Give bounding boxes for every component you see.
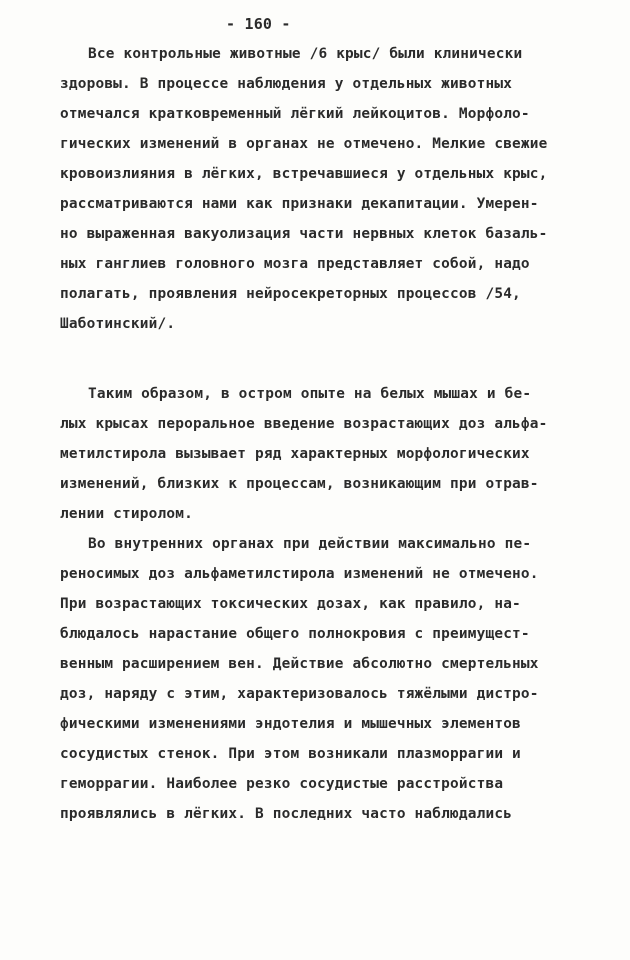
text-line: лых крысах пероральное введение возрастающих доз альфа-: [60, 416, 548, 432]
text-line: проявлялись в лёгких. В последних часто наблюдались: [60, 806, 513, 822]
text-line: ных ганглиев головного мозга представляет собой, надо: [60, 256, 530, 272]
text-line: изменений, близких к процессам, возникающим при отрав-: [60, 476, 539, 492]
text-line: доз, наряду с этим, характеризовалось тяжёлыми дистро-: [60, 686, 539, 702]
text-line: рассматриваются нами как признаки декапитации. Умерен-: [60, 196, 539, 212]
text-line: Таким образом, в остром опыте на белых мышах и бе-: [88, 386, 532, 402]
text-line: Во внутренних органах при действии максимально пе-: [88, 536, 532, 552]
text-line: метилстирола вызывает ряд характерных морфологических: [60, 446, 530, 462]
text-line: сосудистых стенок. При этом возникали плазморрагии и: [60, 746, 521, 762]
text-line: кровоизлияния в лёгких, встречавшиеся у отдельных крыс,: [60, 166, 548, 182]
text-line: венным расширением вен. Действие абсолютно смертельных: [60, 656, 539, 672]
text-line: блюдалось нарастание общего полнокровия с преимущест-: [60, 626, 530, 642]
page-number: - 160 -: [226, 15, 291, 33]
text-line: фическими изменениями эндотелия и мышечных элементов: [60, 716, 521, 732]
text-line: При возрастающих токсических дозах, как правило, на-: [60, 596, 521, 612]
text-line: отмечался кратковременный лёгкий лейкоцитов. Морфоло-: [60, 106, 530, 122]
text-line: Шаботинский/.: [60, 316, 176, 332]
text-line: здоровы. В процессе наблюдения у отдельных животных: [60, 76, 513, 92]
text-line: лении стиролом.: [60, 506, 193, 522]
text-line: реносимых доз альфаметилстирола изменений не отмечено.: [60, 566, 539, 582]
text-line: гических изменений в органах не отмечено. Мелкие свежие: [60, 136, 548, 152]
text-line: Все контрольные животные /6 крыс/ были клинически: [88, 46, 523, 62]
text-line: геморрагии. Наиболее резко сосудистые расстройства: [60, 776, 504, 792]
text-line: полагать, проявления нейросекреторных процессов /54,: [60, 286, 521, 302]
text-line: но выраженная вакуолизация части нервных клеток базаль-: [60, 226, 548, 242]
